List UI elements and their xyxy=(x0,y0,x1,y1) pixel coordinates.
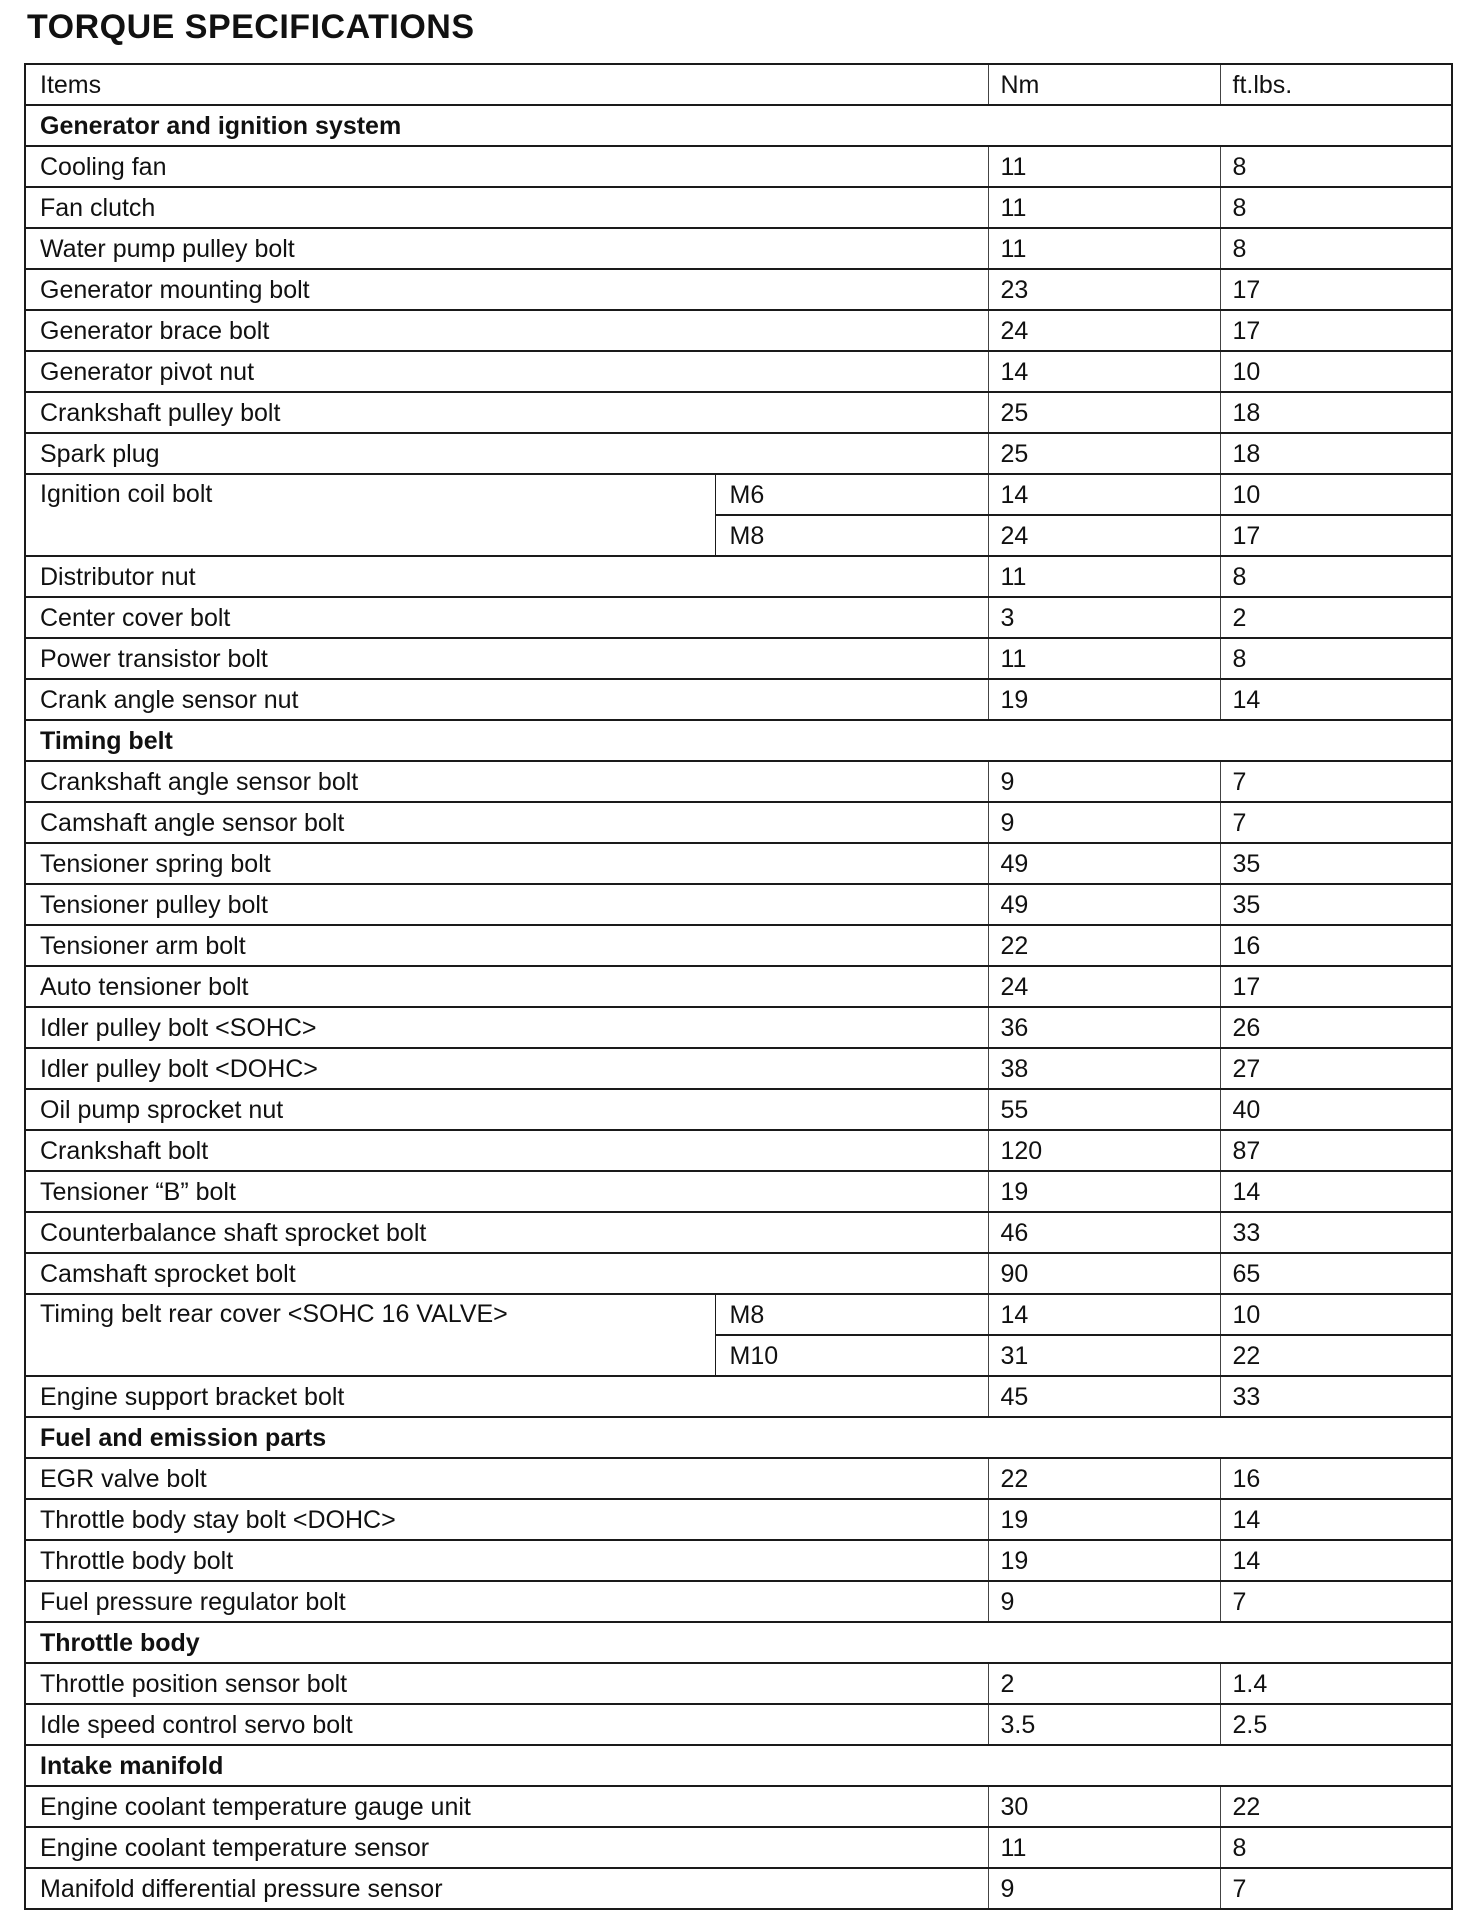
nm-value: 9 xyxy=(988,761,1220,802)
nm-value: 49 xyxy=(988,843,1220,884)
table-row xyxy=(25,1581,1452,1622)
item-name: Auto tensioner bolt xyxy=(25,966,988,1007)
item-name: Generator brace bolt xyxy=(25,310,988,351)
item-name: Tensioner “B” bolt xyxy=(25,1171,988,1212)
item-name: Idler pulley bolt <DOHC> xyxy=(25,1048,988,1089)
nm-value: 24 xyxy=(988,515,1220,556)
nm-value: 46 xyxy=(988,1212,1220,1253)
table-row xyxy=(25,843,1452,884)
item-name: Center cover bolt xyxy=(25,597,988,638)
section-header-row xyxy=(25,720,1452,761)
ftlbs-value: 18 xyxy=(1220,433,1452,474)
item-name: Camshaft angle sensor bolt xyxy=(25,802,988,843)
item-name: Manifold differential pressure sensor xyxy=(25,1868,988,1909)
item-name: Ignition coil bolt xyxy=(25,474,715,556)
table-row xyxy=(25,269,1452,310)
item-name: Throttle body stay bolt <DOHC> xyxy=(25,1499,988,1540)
nm-value: 30 xyxy=(988,1786,1220,1827)
nm-value: 3 xyxy=(988,597,1220,638)
nm-value: 11 xyxy=(988,1827,1220,1868)
item-name: Tensioner pulley bolt xyxy=(25,884,988,925)
item-name: Engine support bracket bolt xyxy=(25,1376,988,1417)
item-name: Tensioner arm bolt xyxy=(25,925,988,966)
item-name: Cooling fan xyxy=(25,146,988,187)
page-title: TORQUE SPECIFICATIONS xyxy=(27,8,475,46)
nm-value: 11 xyxy=(988,187,1220,228)
nm-value: 19 xyxy=(988,1540,1220,1581)
table-row xyxy=(25,351,1452,392)
table-row xyxy=(25,966,1452,1007)
ftlbs-value: 8 xyxy=(1220,228,1452,269)
ftlbs-value: 2 xyxy=(1220,597,1452,638)
table-row xyxy=(25,187,1452,228)
table-row xyxy=(25,1212,1452,1253)
ftlbs-value: 16 xyxy=(1220,925,1452,966)
table-row xyxy=(25,925,1452,966)
table-row xyxy=(25,1704,1452,1745)
table-row xyxy=(25,1048,1452,1089)
ftlbs-value: 7 xyxy=(1220,802,1452,843)
table-row xyxy=(25,1376,1452,1417)
nm-value: 14 xyxy=(988,474,1220,515)
table-row xyxy=(25,310,1452,351)
item-name: Power transistor bolt xyxy=(25,638,988,679)
nm-value: 22 xyxy=(988,1458,1220,1499)
section-header-row xyxy=(25,105,1452,146)
table-row xyxy=(25,392,1452,433)
nm-value: 55 xyxy=(988,1089,1220,1130)
nm-value: 9 xyxy=(988,1868,1220,1909)
table-row xyxy=(25,1868,1452,1909)
nm-value: 2 xyxy=(988,1663,1220,1704)
ftlbs-value: 14 xyxy=(1220,1171,1452,1212)
section-header-row xyxy=(25,1745,1452,1786)
table-row xyxy=(25,556,1452,597)
ftlbs-value: 7 xyxy=(1220,1581,1452,1622)
item-name: Crankshaft pulley bolt xyxy=(25,392,988,433)
item-name: Distributor nut xyxy=(25,556,988,597)
section-header-row xyxy=(25,1417,1452,1458)
section-title: Throttle body xyxy=(25,1622,1452,1663)
item-name: Crankshaft angle sensor bolt xyxy=(25,761,988,802)
ftlbs-value: 14 xyxy=(1220,679,1452,720)
ftlbs-value: 26 xyxy=(1220,1007,1452,1048)
item-name: Crank angle sensor nut xyxy=(25,679,988,720)
table-row xyxy=(25,638,1452,679)
table-row xyxy=(25,1253,1452,1294)
ftlbs-value: 8 xyxy=(1220,638,1452,679)
ftlbs-value: 7 xyxy=(1220,1868,1452,1909)
nm-value: 11 xyxy=(988,556,1220,597)
bolt-size: M8 xyxy=(715,1294,988,1335)
item-name: Fan clutch xyxy=(25,187,988,228)
ftlbs-value: 16 xyxy=(1220,1458,1452,1499)
bolt-size: M10 xyxy=(715,1335,988,1376)
nm-value: 9 xyxy=(988,1581,1220,1622)
nm-value: 19 xyxy=(988,1171,1220,1212)
section-title: Timing belt xyxy=(25,720,1452,761)
ftlbs-value: 14 xyxy=(1220,1540,1452,1581)
ftlbs-value: 87 xyxy=(1220,1130,1452,1171)
ftlbs-value: 22 xyxy=(1220,1786,1452,1827)
table-row xyxy=(25,1786,1452,1827)
table-row xyxy=(25,1827,1452,1868)
ftlbs-value: 33 xyxy=(1220,1376,1452,1417)
nm-value: 19 xyxy=(988,1499,1220,1540)
ftlbs-value: 10 xyxy=(1220,474,1452,515)
table-row xyxy=(25,1540,1452,1581)
nm-value: 36 xyxy=(988,1007,1220,1048)
ftlbs-value: 35 xyxy=(1220,843,1452,884)
ftlbs-value: 17 xyxy=(1220,269,1452,310)
table-row xyxy=(25,1130,1452,1171)
ftlbs-value: 10 xyxy=(1220,351,1452,392)
nm-value: 24 xyxy=(988,310,1220,351)
table-row xyxy=(25,474,1452,515)
item-name: Engine coolant temperature gauge unit xyxy=(25,1786,988,1827)
ftlbs-value: 8 xyxy=(1220,1827,1452,1868)
table-row xyxy=(25,679,1452,720)
table-row xyxy=(25,802,1452,843)
item-name: Throttle position sensor bolt xyxy=(25,1663,988,1704)
torque-spec-table-body xyxy=(25,64,1452,1909)
nm-value: 19 xyxy=(988,679,1220,720)
table-row xyxy=(25,1089,1452,1130)
ftlbs-value: 10 xyxy=(1220,1294,1452,1335)
section-title: Fuel and emission parts xyxy=(25,1417,1452,1458)
item-name: Throttle body bolt xyxy=(25,1540,988,1581)
ftlbs-value: 2.5 xyxy=(1220,1704,1452,1745)
nm-value: 120 xyxy=(988,1130,1220,1171)
ftlbs-value: 8 xyxy=(1220,187,1452,228)
nm-value: 9 xyxy=(988,802,1220,843)
item-name: Fuel pressure regulator bolt xyxy=(25,1581,988,1622)
item-name: Idler pulley bolt <SOHC> xyxy=(25,1007,988,1048)
ftlbs-value: 33 xyxy=(1220,1212,1452,1253)
ftlbs-value: 22 xyxy=(1220,1335,1452,1376)
item-name: Generator pivot nut xyxy=(25,351,988,392)
nm-value: 3.5 xyxy=(988,1704,1220,1745)
item-name: Counterbalance shaft sprocket bolt xyxy=(25,1212,988,1253)
table-row xyxy=(25,1663,1452,1704)
table-row xyxy=(25,761,1452,802)
item-name: Oil pump sprocket nut xyxy=(25,1089,988,1130)
ftlbs-value: 1.4 xyxy=(1220,1663,1452,1704)
nm-value: 23 xyxy=(988,269,1220,310)
table-row xyxy=(25,884,1452,925)
torque-spec-table xyxy=(24,63,1453,1910)
section-title: Generator and ignition system xyxy=(25,105,1452,146)
nm-value: 11 xyxy=(988,228,1220,269)
item-name: Camshaft sprocket bolt xyxy=(25,1253,988,1294)
table-row xyxy=(25,597,1452,638)
nm-value: 24 xyxy=(988,966,1220,1007)
ftlbs-value: 7 xyxy=(1220,761,1452,802)
section-title: Intake manifold xyxy=(25,1745,1452,1786)
item-name: Spark plug xyxy=(25,433,988,474)
table-row xyxy=(25,433,1452,474)
item-name: Crankshaft bolt xyxy=(25,1130,988,1171)
nm-value: 38 xyxy=(988,1048,1220,1089)
bolt-size: M6 xyxy=(715,474,988,515)
ftlbs-value: 17 xyxy=(1220,966,1452,1007)
nm-value: 31 xyxy=(988,1335,1220,1376)
item-name: Tensioner spring bolt xyxy=(25,843,988,884)
table-row xyxy=(25,1499,1452,1540)
item-name: Engine coolant temperature sensor xyxy=(25,1827,988,1868)
item-name: Idle speed control servo bolt xyxy=(25,1704,988,1745)
nm-value: 22 xyxy=(988,925,1220,966)
ftlbs-value: 65 xyxy=(1220,1253,1452,1294)
ftlbs-value: 35 xyxy=(1220,884,1452,925)
table-row xyxy=(25,1007,1452,1048)
nm-value: 11 xyxy=(988,638,1220,679)
table-row xyxy=(25,1171,1452,1212)
ftlbs-value: 27 xyxy=(1220,1048,1452,1089)
ftlbs-value: 17 xyxy=(1220,515,1452,556)
nm-value: 14 xyxy=(988,1294,1220,1335)
nm-value: 25 xyxy=(988,433,1220,474)
item-name: Generator mounting bolt xyxy=(25,269,988,310)
ftlbs-value: 8 xyxy=(1220,146,1452,187)
nm-value: 49 xyxy=(988,884,1220,925)
header-items: Items xyxy=(25,64,988,105)
table-header-row xyxy=(25,64,1452,105)
ftlbs-value: 17 xyxy=(1220,310,1452,351)
ftlbs-value: 14 xyxy=(1220,1499,1452,1540)
bolt-size: M8 xyxy=(715,515,988,556)
nm-value: 14 xyxy=(988,351,1220,392)
ftlbs-value: 18 xyxy=(1220,392,1452,433)
item-name: Water pump pulley bolt xyxy=(25,228,988,269)
nm-value: 25 xyxy=(988,392,1220,433)
ftlbs-value: 8 xyxy=(1220,556,1452,597)
ftlbs-value: 40 xyxy=(1220,1089,1452,1130)
table-row xyxy=(25,1458,1452,1499)
header-nm: Nm xyxy=(988,64,1220,105)
nm-value: 90 xyxy=(988,1253,1220,1294)
table-row xyxy=(25,1294,1452,1335)
item-name: Timing belt rear cover <SOHC 16 VALVE> xyxy=(25,1294,715,1376)
table-row xyxy=(25,228,1452,269)
item-name: EGR valve bolt xyxy=(25,1458,988,1499)
nm-value: 45 xyxy=(988,1376,1220,1417)
header-ftlbs: ft.lbs. xyxy=(1220,64,1452,105)
nm-value: 11 xyxy=(988,146,1220,187)
section-header-row xyxy=(25,1622,1452,1663)
table-row xyxy=(25,146,1452,187)
